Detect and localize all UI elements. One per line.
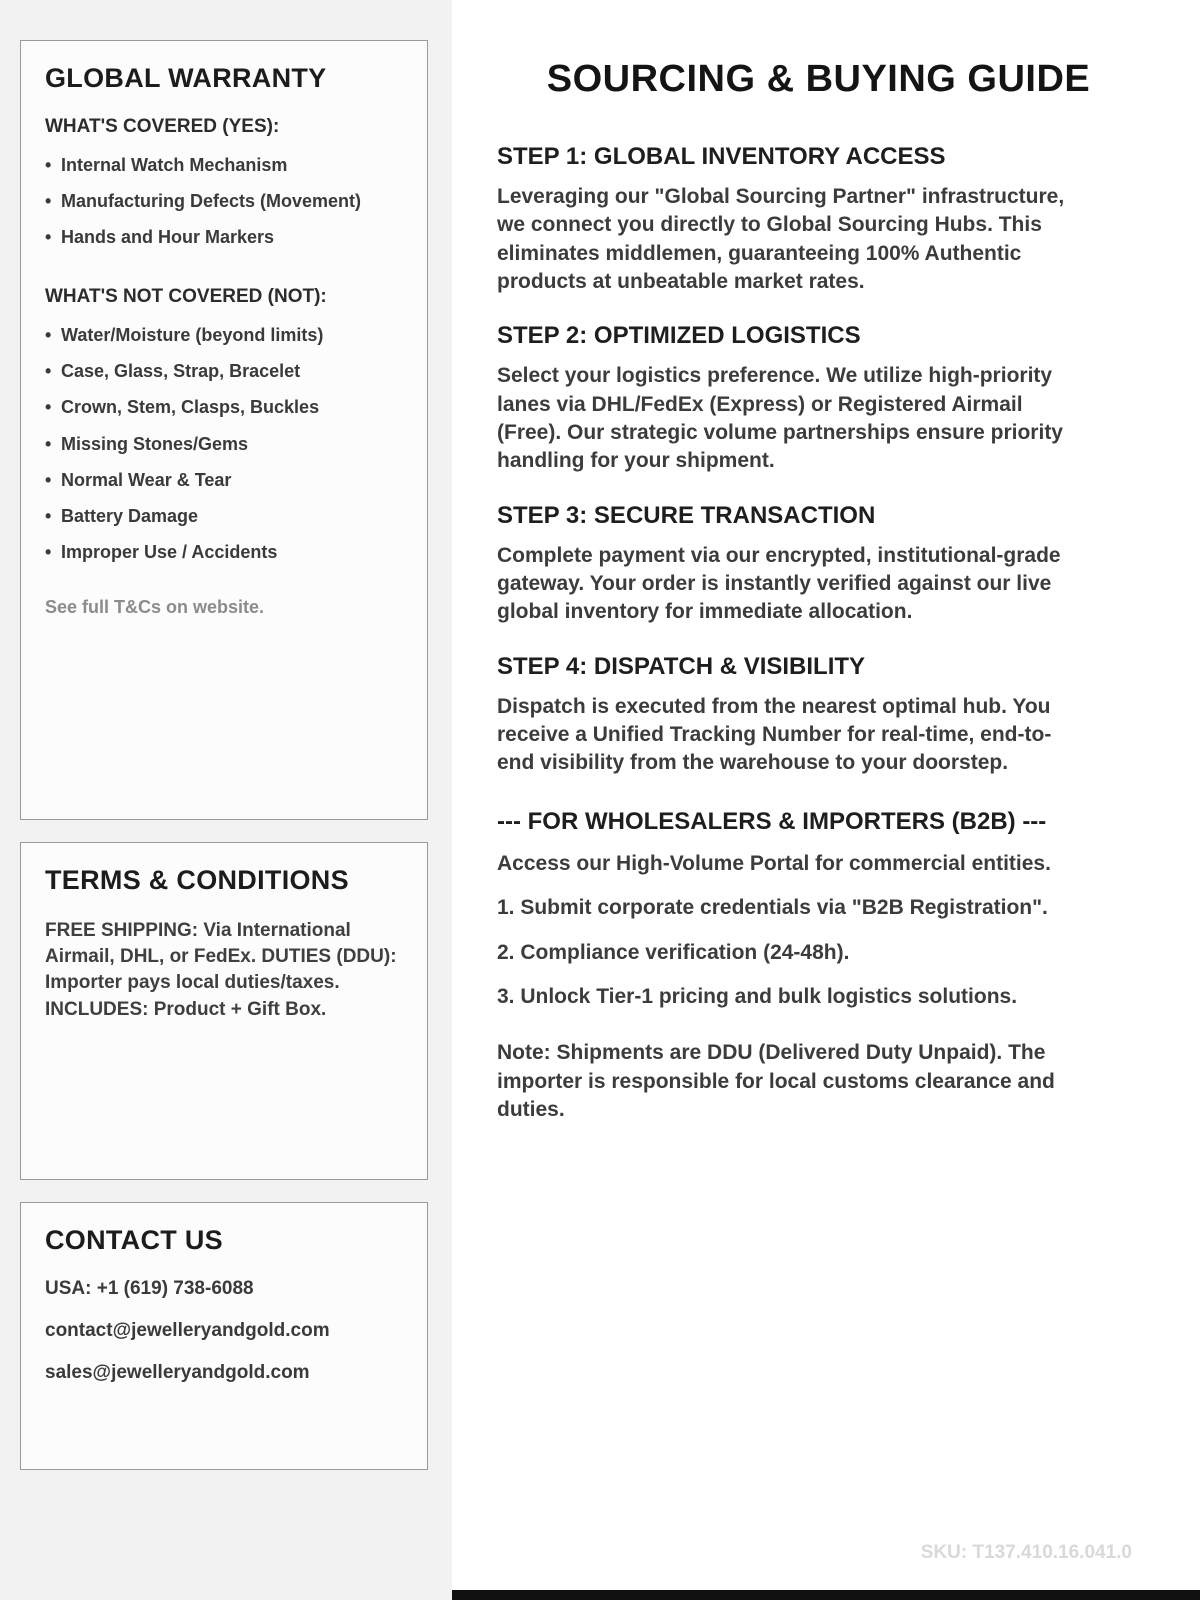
covered-subheading: WHAT'S COVERED (YES):	[45, 116, 280, 137]
step-1-section	[497, 143, 1082, 296]
b2b-item-1: 1. Submit corporate credentials via "B2B Registration".	[497, 896, 1048, 920]
warranty-title: GLOBAL WARRANTY	[45, 63, 327, 93]
step-3-section	[497, 502, 1082, 627]
warranty-panel	[20, 40, 428, 820]
step-3-heading: STEP 3: SECURE TRANSACTION	[497, 501, 876, 529]
not-covered-list	[45, 322, 403, 565]
list-item: • Missing Stones/Gems	[45, 431, 403, 457]
main-footer	[497, 1542, 1140, 1600]
step-4-heading: STEP 4: DISPATCH & VISIBILITY	[497, 652, 866, 680]
list-item: • Case, Glass, Strap, Bracelet	[45, 358, 403, 384]
list-item: • Improper Use / Accidents	[45, 539, 403, 565]
list-item: • Hands and Hour Markers	[45, 224, 403, 250]
step-3-body: Complete payment via our encrypted, institutional-grade gateway. Your order is instantly verified against our live global inventory for immediate allocation.	[497, 543, 1061, 624]
list-item: • Water/Moisture (beyond limits)	[45, 322, 403, 348]
contact-email-primary: contact@jewelleryandgold.com	[45, 1320, 330, 1341]
contact-email-sales: sales@jewelleryandgold.com	[45, 1362, 310, 1383]
b2b-item-2: 2. Compliance verification (24-48h).	[497, 940, 850, 964]
sku-label: SKU: T137.410.16.041.0	[920, 1542, 1132, 1563]
b2b-item-3: 3. Unlock Tier-1 pricing and bulk logistics solutions.	[497, 984, 1018, 1008]
b2b-section	[497, 808, 1137, 1140]
list-item: • Battery Damage	[45, 503, 403, 529]
contact-panel	[20, 1202, 428, 1470]
list-item: • Internal Watch Mechanism	[45, 152, 403, 178]
covered-list	[45, 152, 403, 250]
list-item: • Normal Wear & Tear	[45, 467, 403, 493]
contact-phone: USA: +1 (619) 738-6088	[45, 1278, 254, 1299]
not-covered-subheading: WHAT'S NOT COVERED (NOT):	[45, 286, 327, 308]
main-content	[452, 0, 1200, 1600]
step-1-body: Leveraging our "Global Sourcing Partner" infrastructure, we connect you directly to Global Sourcing Hubs. This eliminates middlemen, guaranteeing 100% Authentic products at unbeatable market rates.	[497, 185, 1065, 294]
step-4-body: Dispatch is executed from the nearest optimal hub. You receive a Unified Tracking Number for real-time, end-to-end visibility from the warehouse to your doorstep.	[497, 694, 1052, 775]
terms-title: TERMS & CONDITIONS	[45, 865, 349, 895]
contact-title: CONTACT US	[45, 1225, 223, 1255]
step-1-heading: STEP 1: GLOBAL INVENTORY ACCESS	[497, 143, 946, 170]
b2b-note: Note: Shipments are DDU (Delivered Duty Unpaid). The importer is responsible for local customs clearance and duties.	[497, 1041, 1055, 1121]
step-4-section	[497, 653, 1082, 778]
list-item: • Manufacturing Defects (Movement)	[45, 188, 403, 214]
warranty-footnote: See full T&Cs on website.	[45, 596, 265, 617]
sidebar	[0, 0, 452, 1600]
step-2-heading: STEP 2: OPTIMIZED LOGISTICS	[497, 322, 861, 350]
list-item: • Crown, Stem, Clasps, Buckles	[45, 394, 403, 420]
b2b-heading: --- FOR WHOLESALERS & IMPORTERS (B2B) ---	[497, 807, 1047, 835]
page-title: SOURCING & BUYING GUIDE	[546, 58, 1091, 100]
step-2-section	[497, 322, 1082, 475]
terms-panel	[20, 842, 428, 1180]
step-2-body: Select your logistics preference. We utilize high-priority lanes via DHL/FedEx (Express) or Registered Airmail (Free). Our strategic volume partnerships ensure priority handling for your shipment.	[497, 364, 1063, 473]
terms-body: FREE SHIPPING: Via International Airmail, DHL, or FedEx. DUTIES (DDU): Importer pays local duties/taxes. INCLUDES: Product + Gift Box.	[45, 920, 397, 1020]
b2b-intro: Access our High-Volume Portal for commercial entities.	[497, 851, 1051, 875]
bottom-bar	[452, 1590, 1200, 1600]
